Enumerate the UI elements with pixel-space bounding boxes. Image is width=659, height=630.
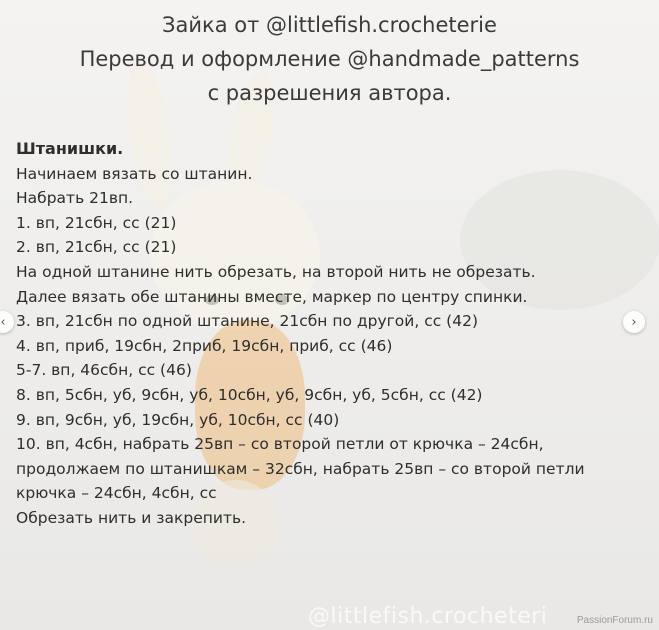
pattern-line: 8. вп, 5сбн, уб, 9сбн, уб, 10сбн, уб, 9сбн, уб, 5сбн, сс (42) <box>16 385 483 404</box>
pattern-line: Далее вязать обе штанины вместе, маркер по центру спинки. <box>16 287 528 306</box>
pattern-line: 5-7. вп, 46сбн, сс (46) <box>16 361 192 380</box>
pattern-line: Набрать 21вп. <box>16 189 134 208</box>
pattern-line: Обрезать нить и закрепить. <box>16 508 247 527</box>
header-permission-line: с разрешения автора. <box>207 81 452 105</box>
pattern-line: 9. вп, 9сбн, уб, 19сбн, уб, 10сбн, сс (40) <box>16 410 340 429</box>
pattern-line: крючка – 24сбн, 4сбн, сс <box>16 484 217 503</box>
pattern-line: 3. вп, 21сбн по одной штанине, 21сбн по другой, сс (42) <box>16 312 478 331</box>
author-watermark: @littlefish.crocheteri <box>308 604 548 629</box>
header-translation-line: Перевод и оформление @handmade_patterns <box>79 47 580 71</box>
pattern-title: Штанишки. <box>16 139 124 158</box>
chevron-right-icon: › <box>631 314 637 330</box>
pattern-line: 1. вп, 21сбн, сс (21) <box>16 213 177 232</box>
pattern-line: Начинаем вязать со штанин. <box>16 164 253 183</box>
pattern-line: 2. вп, 21сбн, сс (21) <box>16 238 177 257</box>
site-watermark: PassionForum.ru <box>576 615 653 626</box>
pattern-line: 10. вп, 4сбн, набрать 25вп – со второй петли от крючка – 24сбн, <box>16 435 544 454</box>
header <box>0 8 659 110</box>
pattern-text <box>16 137 641 531</box>
next-slide-button[interactable] <box>623 311 645 333</box>
previous-slide-button[interactable] <box>0 311 14 333</box>
pattern-line: На одной штанине нить обрезать, на второй нить не обрезать. <box>16 262 536 281</box>
pattern-line: 4. вп, приб, 19сбн, 2приб, 19сбн, приб, сс (46) <box>16 336 393 355</box>
header-author-line: Зайка от @littlefish.crocheterie <box>162 13 497 37</box>
pattern-line: продолжаем по штанишкам – 32сбн, набрать 25вп – со второй петли <box>16 459 585 478</box>
chevron-left-icon: ‹ <box>0 314 6 330</box>
